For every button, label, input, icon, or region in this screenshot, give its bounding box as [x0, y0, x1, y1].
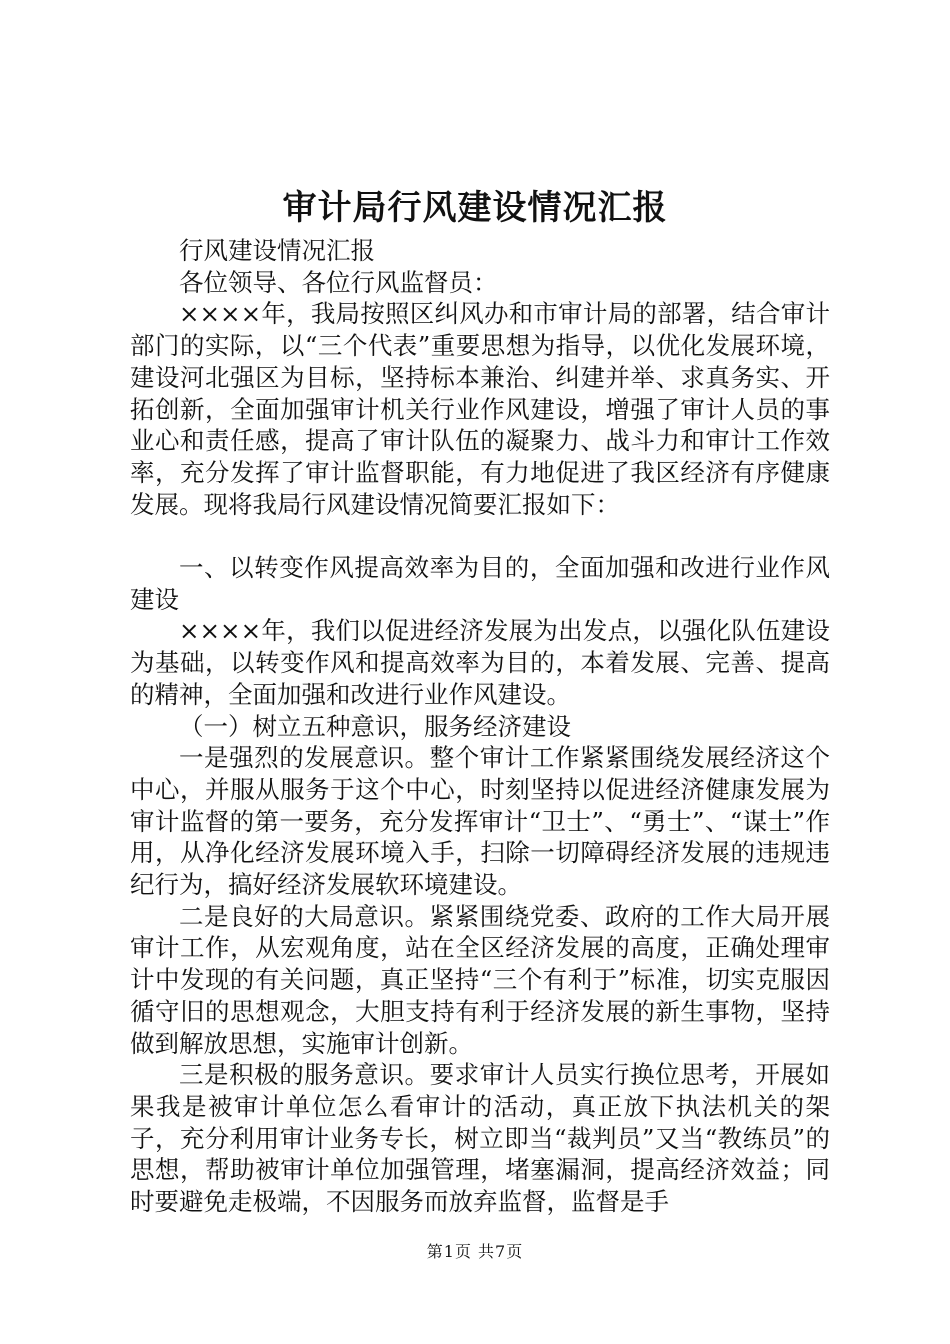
document-body [130, 235, 830, 1218]
paragraph-item-3: 三是积极的服务意识。要求审计人员实行换位思考，开展如果我是被审计单位怎么看审计的活动，真正放下执法机关的架子，充分利用审计业务专长，树立即当“裁判员”又当“教练员”的思想，帮助被审计单位加强管理，堵塞漏洞，提高经济效益；同时要避免走极端，不因服务而放弃监督，监督是手 [130, 1060, 830, 1217]
paragraph-blank [130, 520, 830, 552]
paragraph-subsection-heading-1: （一）树立五种意识，服务经济建设 [179, 711, 571, 741]
page-footer: 第1页 共7页 [426, 1242, 524, 1261]
paragraph-section-1-body: ××××年，我们以促进经济发展为出发点，以强化队伍建设为基础，以转变作风和提高效率为目的，本着发展、完善、提高的精神，全面加强和改进行业作风建设。 [130, 616, 830, 709]
paragraph-salutation: 各位领导、各位行风监督员： [179, 267, 498, 297]
paragraph-section-heading-1: 一、以转变作风提高效率为目的，全面加强和改进行业作风建设 [130, 553, 830, 614]
paragraph-intro: ××××年，我局按照区纠风办和市审计局的部署，结合审计部门的实际，以“三个代表”重要思想为指导，以优化发展环境，建设河北强区为目标，坚持标本兼治、纠建并举、求真务实、开拓创新，全面加强审计机关行业作风建设，增强了审计人员的事业心和责任感，提高了审计队伍的凝聚力、战斗力和审计工作效率，充分发挥了审计监督职能，有力地促进了我区经济有序健康发展。现将我局行风建设情况简要汇报如下： [130, 299, 830, 519]
paragraph-subtitle: 行风建设情况汇报 [179, 236, 375, 265]
paragraph-item-2: 二是良好的大局意识。紧紧围绕党委、政府的工作大局开展审计工作，从宏观角度，站在全区经济发展的高度，正确处理审计中发现的有关问题，真正坚持“三个有利于”标准，切实克服因循守旧的思想观念，大胆支持有利于经济发展的新生事物，坚持做到解放思想，实施审计创新。 [130, 901, 830, 1058]
paragraph-item-1: 一是强烈的发展意识。整个审计工作紧紧围绕发展经济这个中心，并服从服务于这个中心，时刻坚持以促进经济健康发展为审计监督的第一要务，充分发挥审计“卫士”、“勇士”、“谋士”作用，从净化经济发展环境入手，扫除一切障碍经济发展的违规违纪行为，搞好经济发展软环境建设。 [130, 743, 830, 900]
document-title: 审计局行风建设情况汇报 [282, 188, 668, 228]
